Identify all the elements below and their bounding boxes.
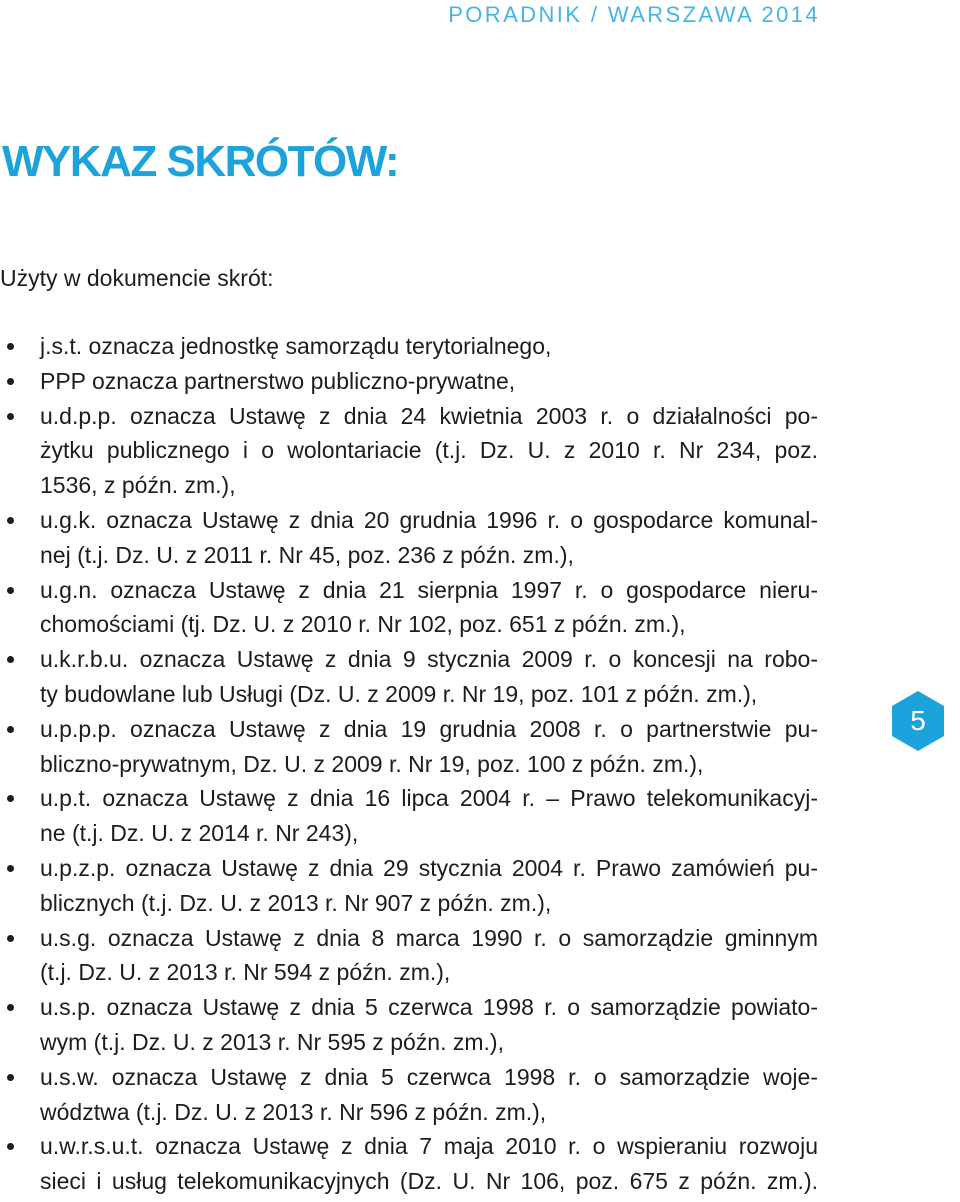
abbreviation-list [0,329,822,1199]
bullet-icon [7,1004,14,1011]
abbreviation-item [0,642,822,712]
page-title: WYKAZ SKRÓTÓW: [2,137,399,186]
bullet-icon [7,795,14,802]
bullet-icon [7,587,14,594]
item-line: chomościami (tj. Dz. U. z 2010 r. Nr 102, poz. 651 z późn. zm.), [40,611,686,638]
bullet-icon [7,413,14,420]
abbreviation-item [0,1060,822,1130]
abbreviation-item [0,1129,822,1199]
item-line: u.g.k. oznacza Ustawę z dnia 20 grudnia 1996 r. o gospodarce komunal- [40,506,818,533]
item-line: u.s.p. oznacza Ustawę z dnia 5 czerwca 1998 r. o samorządzie powiato- [40,994,818,1021]
item-line: u.s.g. oznacza Ustawę z dnia 8 marca 1990 r. o samorządzie gminnym [40,924,818,951]
item-line: u.g.n. oznacza Ustawę z dnia 21 sierpnia 1997 r. o gospodarce nieru- [40,576,818,603]
item-line: ne (t.j. Dz. U. z 2014 r. Nr 243), [40,820,359,847]
item-line: sieci i usług telekomunikacyjnych (Dz. U. Nr 106, poz. 675 z późn. zm.). [40,1168,818,1195]
item-line: bliczno-prywatnym, Dz. U. z 2009 r. Nr 19, poz. 100 z późn. zm.), [40,750,704,777]
abbreviation-item [0,329,822,364]
item-line: wym (t.j. Dz. U. z 2013 r. Nr 595 z późn. zm.), [40,1028,504,1055]
abbreviation-item [0,712,822,782]
intro-text: Użyty w dokumencie skrót: [0,265,274,291]
item-line: u.p.p.p. oznacza Ustawę z dnia 19 grudnia 2008 r. o partnerstwie pu- [40,715,818,742]
bullet-icon [7,517,14,524]
abbreviation-item [0,573,822,643]
item-line: u.w.r.s.u.t. oznacza Ustawę z dnia 7 maja 2010 r. o wspieraniu rozwoju [40,1133,818,1160]
abbreviation-item [0,364,822,399]
item-line: u.p.z.p. oznacza Ustawę z dnia 29 stycznia 2004 r. Prawo zamówień pu- [40,854,818,881]
abbreviation-item [0,781,822,851]
bullet-icon [7,1143,14,1150]
item-line: u.k.r.b.u. oznacza Ustawę z dnia 9 stycznia 2009 r. o koncesji na robo- [40,646,818,673]
item-line: (t.j. Dz. U. z 2013 r. Nr 594 z późn. zm.), [40,959,451,986]
item-line: żytku publicznego i o wolontariacie (t.j. Dz. U. z 2010 r. Nr 234, poz. [40,437,818,464]
item-line: PPP oznacza partnerstwo publiczno-prywatne, [40,367,516,394]
bullet-icon [7,656,14,663]
bullet-icon [7,343,14,350]
item-line: u.d.p.p. oznacza Ustawę z dnia 24 kwietnia 2003 r. o działalności po- [40,402,818,429]
bullet-icon [7,865,14,872]
page-number-badge [890,690,946,752]
bullet-icon [7,378,14,385]
page-number: 5 [910,705,926,736]
item-line: u.p.t. oznacza Ustawę z dnia 16 lipca 2004 r. – Prawo telekomunikacyj- [40,785,818,812]
bullet-icon [7,726,14,733]
abbreviation-item [0,851,822,921]
running-title: PORADNIK / WARSZAWA 2014 [448,2,820,27]
bullet-icon [7,1074,14,1081]
item-line: j.s.t. oznacza jednostkę samorządu terytorialnego, [40,333,552,359]
abbreviation-item [0,399,822,503]
item-line: wództwa (t.j. Dz. U. z 2013 r. Nr 596 z późn. zm.), [40,1098,547,1125]
abbreviation-item [0,990,822,1060]
abbreviation-item [0,503,822,573]
item-line: nej (t.j. Dz. U. z 2011 r. Nr 45, poz. 236 z późn. zm.), [40,541,574,568]
abbreviation-item [0,921,822,991]
bullet-icon [7,935,14,942]
item-line: ty budowlane lub Usługi (Dz. U. z 2009 r. Nr 19, poz. 101 z późn. zm.), [40,680,758,707]
item-line: blicznych (t.j. Dz. U. z 2013 r. Nr 907 z późn. zm.), [40,889,552,916]
item-line: 1536, z późn. zm.), [40,472,236,499]
item-line: u.s.w. oznacza Ustawę z dnia 5 czerwca 1998 r. o samorządzie woje- [40,1063,818,1090]
